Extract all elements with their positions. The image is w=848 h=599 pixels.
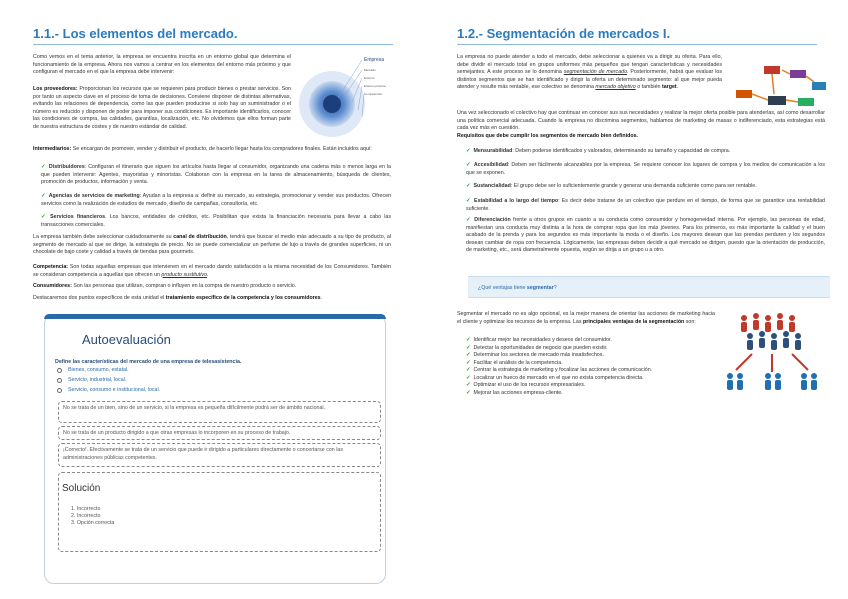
diagram-box: [736, 90, 752, 98]
destacar-pre: Destacaremos dos puntos específicos de esta unidad el: [33, 295, 166, 301]
ventaja-item: [466, 360, 721, 368]
intermediarios-paragraph: [33, 146, 391, 154]
bullet-text: : Ayudan a la empresa a: definir su mercado, su estrategia, promocionar y vender sus productos. Ofrecen servicios como la realización de estudios de mercado, diseño de campañas, consultoría, etc.: [41, 193, 391, 207]
colectivo-text: Una vez seleccionado el colectivo hay que continuar en conocer sus sus necesidades y realizar la mejor oferta posible para atenderlas, así como desarrollar una política comercial adecuada. Cuando la empresa no discrimina segmentos, hablamos de marketing de masas o indiferenciado, esta estrategias está cada vez más en cuestión.: [457, 110, 825, 132]
check-icon: ✓: [466, 217, 472, 223]
radio-button[interactable]: [57, 368, 62, 373]
bullet-term: Accesibilidad: [473, 162, 509, 168]
proveedores-paragraph: [33, 86, 291, 132]
requisitos-heading: [457, 133, 825, 141]
option-label: Servicio, industrial, local.: [68, 377, 127, 383]
ventaja-text: Centrar la estrategia de marketing y focalizar las acciones de comunicación.: [473, 367, 653, 373]
intro-a: La empresa no puede atender a todo el mercado, debe seleccionar a quienes va a dirigir su oferta. Para ello, debe dividir el mercado total en grupos uniformes más pequeños que tengan características y necesidades semejantes. A este proceso se lo denomina: [457, 54, 722, 76]
intro-b: . Posteriormente, habrá que evaluar los distintos segmentos que se han identificado y dirigir la oferta un determinado segmento: al que mejor pueda atender y resulte más rentable, ese colectivo se denomina: [457, 69, 722, 91]
intro-end: .: [676, 84, 679, 91]
ventajas-end: son:: [684, 318, 696, 325]
ventaja-item: [466, 352, 721, 360]
bullet-servicios-financieros: [41, 214, 391, 229]
target-term: target: [661, 84, 677, 91]
ventaja-item: [466, 375, 721, 383]
bullet-text: : Deben poderse identificados y valorados, determinando su tamaño y capacidad de compra.: [512, 148, 731, 154]
check-icon: ✓: [466, 352, 471, 358]
segmentation-intro: [457, 54, 722, 92]
check-icon: ✓: [41, 164, 46, 170]
check-icon: ✓: [41, 193, 46, 199]
bullet-text: : Es decir debe tratarse de un colectivo que perdure en el tiempo, de forma que se garantice una rentabilidad suficiente.: [466, 198, 825, 212]
bullet-diferenciacion: [466, 217, 825, 255]
segmentacion-link[interactable]: segmentación de mercado: [563, 69, 628, 76]
diagram-label-mercado: Mercado: [364, 68, 376, 72]
bullet-term: Estabilidad a lo largo del tiempo: [474, 198, 559, 204]
people-group-red: [741, 313, 795, 332]
ventaja-text: Detectar la oportunidades de negocio que pueden existir.: [473, 344, 608, 351]
consumidores-paragraph: [33, 283, 391, 291]
requisitos-text: Requisitos que debe cumplir los segmentos de mercado bien definidos.: [457, 133, 639, 139]
ventaja-text: Facilitar el análisis de la competencia.: [473, 359, 563, 366]
feedback-1: [58, 401, 381, 423]
bullet-agencias: [41, 193, 391, 208]
check-icon: ✓: [41, 214, 48, 220]
feedback-3: [58, 443, 381, 467]
diagram-box: [768, 96, 786, 105]
segmentation-flow-diagram: [728, 64, 828, 112]
ventajas-term: principales ventajas de la segmentación: [583, 318, 685, 325]
check-icon: ✓: [466, 389, 471, 396]
mercado-objetivo-link[interactable]: mercado objetivo: [595, 84, 636, 91]
competencia-end: .: [207, 271, 209, 278]
solution-box: [58, 472, 381, 552]
bullet-distribuidores: [41, 164, 391, 187]
ventaja-text: Localizar un hueco de mercado en el que no exista competencia directa.: [473, 374, 644, 381]
solution-item: 1. Incorrecto: [71, 506, 101, 512]
bullet-term: Sustancialidad: [473, 183, 511, 189]
ventajas-intro-a: Segmentar el mercado no es algo opcional, es la mejor manera de orientar las acciones de marketing hacia el cliente y optimizar los recursos de la empresa. Las: [457, 311, 715, 325]
check-icon: ✓: [466, 198, 472, 204]
producto-sustitutivo-link[interactable]: producto sustitutivo: [161, 271, 208, 278]
diagram-label-entorno: Entorno: [364, 76, 375, 80]
proveedores-term: Los proveedores:: [33, 86, 78, 92]
option-label: Bienes, consumo, estatal.: [68, 367, 129, 373]
ventaja-item: [466, 345, 721, 353]
ventaja-item: [466, 382, 721, 390]
intermediarios-term: Intermediarios:: [33, 146, 72, 152]
consumidores-term: Consumidores:: [33, 283, 72, 289]
bullet-estabilidad: [466, 198, 825, 213]
diagram-label-competencia: Competencia: [364, 92, 382, 96]
diagram-box: [764, 66, 780, 74]
self-assessment-title: Autoevaluación: [82, 332, 171, 347]
canal-paragraph: [33, 234, 391, 257]
ventaja-text: Determinar los sectores de mercado más insatisfechos.: [473, 352, 604, 358]
check-icon: ✓: [466, 344, 471, 351]
destacar-end: .: [320, 295, 323, 301]
title-underline: [457, 44, 817, 45]
market-environment-diagram: [298, 52, 408, 138]
bullet-text: : Configuran el itinerario que siguen los artículos hasta llegar al consumidor, organizando una cadena más o menos larga en la que pueden intervenir: Agentes, mayoristas y minoristas. Colaboran con la empresa en la tarea de almacenamiento, búsqueda de clientes, promoción de productos, información y venta.: [41, 164, 391, 186]
bullet-term: Servicios financieros: [50, 214, 106, 220]
feedback-text: No se trata de un bien, sino de un servicio, si la empresa es pequeña difícilmente podrá ser de ámbito nacional.: [63, 405, 326, 411]
solution-item: 3. Opción correcta: [71, 520, 115, 526]
check-icon: ✓: [466, 183, 471, 189]
bullet-sustancialidad: [466, 183, 825, 191]
ventaja-text: Identificar mejor las necesidades y deseos del consumidor.: [473, 337, 612, 343]
question-pre: ¿Qué ventajas tiene: [478, 285, 527, 291]
bullet-term: Mensurabilidad: [473, 148, 513, 154]
canal-pre: La empresa también debe seleccionar cuidadosamente su: [33, 234, 174, 240]
diagram-label-empresa: Empresa: [364, 57, 385, 63]
title-underline: [33, 44, 393, 45]
option-label: Servicio, consumo e institucional, local.: [68, 387, 161, 393]
segment-groups: [727, 373, 817, 390]
radio-button[interactable]: [57, 378, 62, 383]
question-end: ?: [553, 285, 557, 291]
competencia-term: Competencia:: [33, 264, 69, 270]
ventaja-text: Mejorar las acciones empresa-cliente.: [473, 389, 563, 396]
question-banner-text[interactable]: [478, 285, 557, 291]
intro-paragraph: [33, 54, 291, 77]
competencia-paragraph: [33, 264, 391, 279]
solution-item: 2. Incorrecto: [71, 513, 101, 519]
bullet-term: Diferenciación: [474, 217, 511, 223]
intermediarios-text: Se encargan de promover, vender y distribuir el producto, de hacerlo llegar hasta los compradores finales. Están incluidos aquí:: [71, 146, 372, 152]
option-1[interactable]: [57, 367, 129, 373]
check-icon: ✓: [466, 374, 471, 381]
bullet-mensurabilidad: [466, 148, 825, 156]
ventaja-item: [466, 390, 721, 398]
diagram-box: [790, 70, 806, 78]
diagram-label-entorno-proximo: Entorno próximo: [364, 84, 387, 88]
destacar-paragraph: [33, 295, 391, 303]
proveedores-text: Proporcionan los recursos que se requieren para producir bienes o prestar servicios. Son por tanto un aspecto clave en el proceso de toma de decisiones. Conviene disponer de distintas alternativas, evitando las relaciones de dependencia, como las que pueden producirse si solo hay un suministrador o el número es reducido y disponen de poder para imponer sus condiciones. Es importante identificarlos, conocer las condiciones de compra, las calidades, garantías, localización, etc. No olvidemos que ellos forman parte de nuestra estructura de costes y de nuestro estándar de calidad.: [33, 86, 292, 130]
check-icon: ✓: [466, 162, 471, 168]
feedback-2: [58, 426, 381, 440]
bullet-text: . Los bancos, entidades de créditos, etc. Posibilitan que exista la financiación necesaria para llevar a cabo las transacciones comerciales.: [41, 214, 391, 228]
bullet-term: Distribuidores: [48, 164, 85, 170]
question-term: segmentar: [526, 285, 554, 291]
feedback-text: ¡Correcto!. Efectivamente se trata de un servicio que puede ir dirigido a particulares directamente o concertarse con las administraciones públicas competentes.: [63, 447, 343, 461]
canal-post: , tendrá que buscar el medio más adecuado a su tipo de producto, al segmento de mercado al que se dirige, la estrategia de precio. No se puede comercializar un perfume de lujo a través de grandes superficies, ni un chocolate de bajo coste y calidad a través de tiendas para gourmets.: [33, 234, 391, 256]
check-icon: ✓: [466, 359, 471, 366]
destacar-term: tratamiento específico de la competencia y los consumidores: [165, 295, 321, 301]
segmented-people-illustration: [722, 312, 824, 394]
check-icon: ✓: [466, 148, 471, 154]
check-icon: ✓: [466, 367, 471, 373]
colectivo-paragraph: [457, 110, 825, 133]
bullet-text: : Deben ser fácilmente alcanzables por la empresa. Se requiere conocer los lugares de compra y los medios de comunicación a los que se exponen.: [466, 162, 825, 176]
ventaja-text: Optimizar el uso de los recursos empresariales.: [473, 382, 586, 388]
option-2[interactable]: [57, 377, 126, 383]
bullet-accesibilidad: [466, 162, 825, 177]
ventaja-item: [466, 367, 721, 375]
self-assessment-header-bar: [44, 314, 386, 319]
competencia-text: Son todas aquellas empresas que intervienen en el mercado dando satisfacción a la misma necesidad de los Consumidores. También se consideran competencia a aquellas que ofrecen un: [33, 264, 391, 278]
solution-title: Solución: [62, 483, 101, 494]
intro-c: o también: [635, 84, 662, 91]
bullet-text: : El grupo debe ser lo suficientemente grande y generar una demanda suficiente como para ser rentable.: [510, 183, 757, 189]
self-assessment-question: Define las características del mercado de una empresa de telesasistencia.: [55, 359, 242, 365]
diagram-box: [812, 82, 826, 90]
section-title-1-1: 1.1.- Los elementos del mercado.: [33, 26, 238, 41]
people-group-blue: [747, 331, 801, 350]
ventaja-item: [466, 337, 721, 345]
radio-button[interactable]: [57, 388, 62, 393]
diagram-box: [798, 98, 814, 106]
check-icon: ✓: [466, 382, 471, 388]
feedback-text: No se trata de un producto dirigido a que otras empresas lo incorporen en su proceso de trabajo.: [63, 430, 291, 436]
canal-term: canal de distribución: [173, 234, 227, 240]
section-title-1-2: 1.2.- Segmentación de mercados I.: [457, 26, 671, 41]
consumidores-text: Son las personas que utilizan, compran o influyen en la compra de nuestro producto o servicio.: [71, 283, 297, 289]
intro-text: Como vemos en el tema anterior, la empresa se encuentra inscrita en un entorno global que determina el funcionamiento de la empresa. Ahora nos vamos a centrar en los elementos del entorno más próximo y que configuran el mercado en el que la empresa debe intervenir:: [33, 54, 291, 76]
bullet-text: frente a otros grupos en cuanto a su conducta como consumidor y homogeneidad interna. Por ejemplo, las personas de edad, manifiestan una conducta muy distinta a la hora de comprar ropa que los más jóvenes. Para los primeros, es más importante la calidad y el buen acabado de la prenda y para los segundos es más importante la moda o el diseño. Los mayores desean que las prendas perduren y los segundos desean cambiar de ropa con frecuencia. Lógicamente, las empresas deben decidir a qué mercado se dirigen, puesto que la orientación de producción, de marketing, etc., será diametralmente opuesta, según se dirija a un grupo u a otro.: [466, 217, 825, 254]
ventajas-intro: [457, 311, 715, 326]
option-3[interactable]: [57, 387, 160, 393]
bullet-term: Agencias de servicios de marketing: [48, 193, 140, 199]
check-icon: ✓: [466, 337, 471, 343]
